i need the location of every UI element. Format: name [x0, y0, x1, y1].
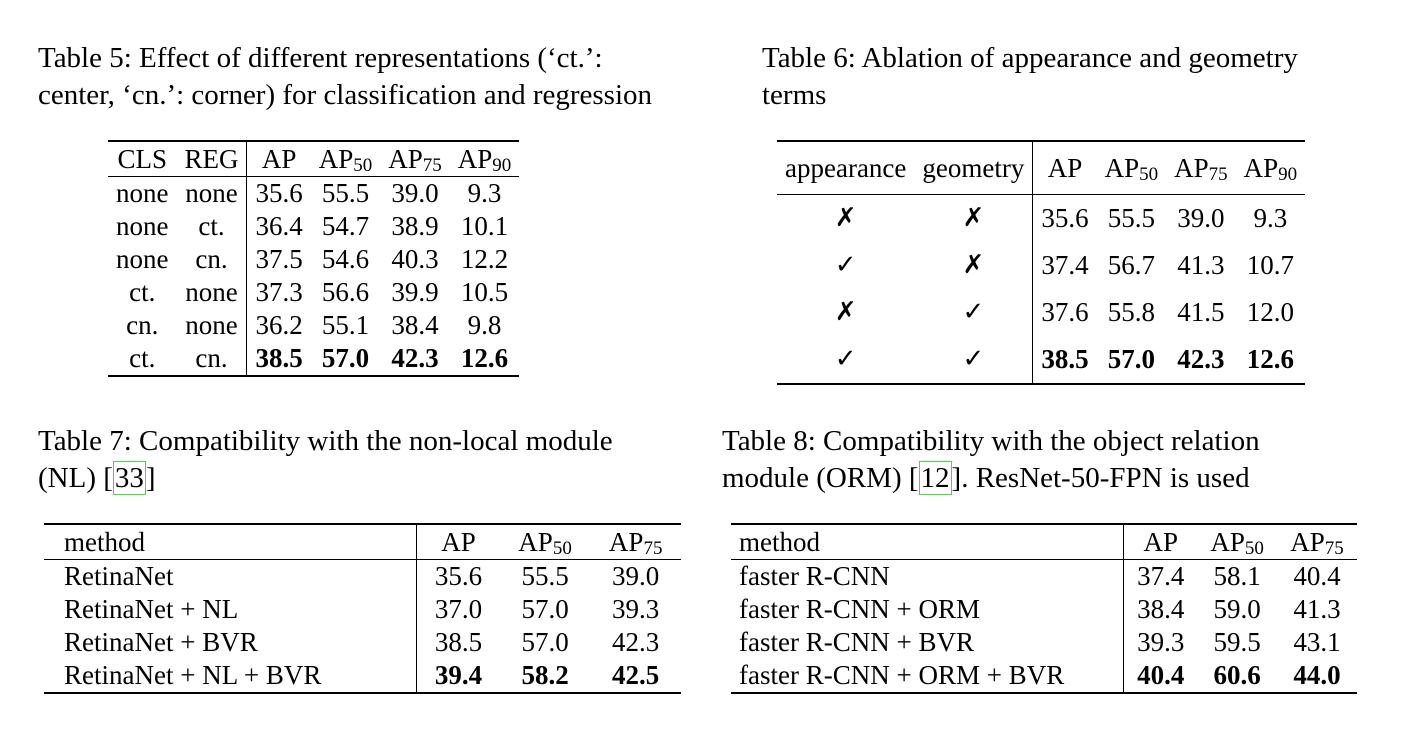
- table-row: [44, 626, 681, 659]
- table5-caption-line2: center, ‘cn.’: corner) for classification and regression: [38, 79, 652, 111]
- table8-cell: 38.4: [1137, 594, 1185, 624]
- table7-method-cell: RetinaNet + BVR: [44, 626, 417, 659]
- cross-icon: ✗: [834, 297, 857, 327]
- table7-cell: 55.5: [521, 561, 569, 591]
- table8-method-cell: faster R-CNN + ORM: [731, 593, 1124, 626]
- table5-cell: cn.: [126, 310, 159, 340]
- table5-header-ap: AP: [247, 141, 311, 177]
- table6-header-row: [777, 141, 1305, 195]
- table5-cell-best: 12.6: [460, 343, 509, 373]
- table5-cell: none: [116, 211, 169, 241]
- table-row: [44, 593, 681, 626]
- cross-icon: ✗: [834, 203, 857, 233]
- table8-cell: 58.1: [1213, 561, 1261, 591]
- table7-header-ap50: $AP_{50}$: [500, 524, 591, 560]
- table5-header-row: [108, 141, 519, 177]
- table7-caption-line1: Table 7: Compatibility with the non-local module: [38, 425, 613, 457]
- table8-cell: 59.0: [1213, 594, 1261, 624]
- table6-cell-best: 12.6: [1246, 344, 1295, 374]
- table7-header-ap75: $AP_{75}$: [590, 524, 681, 560]
- table5-cell: 39.0: [391, 178, 439, 208]
- table-row: [731, 626, 1357, 659]
- check-icon: ✓: [914, 289, 1032, 336]
- table5-cell: 38.9: [391, 211, 439, 241]
- table5-cell: 10.5: [460, 277, 509, 307]
- table5-cell: 9.3: [467, 178, 502, 208]
- table-row: [777, 195, 1305, 243]
- table-row: [777, 242, 1305, 289]
- table8-cell: 37.4: [1137, 561, 1185, 591]
- table7-method-cell: RetinaNet + NL + BVR: [44, 659, 417, 693]
- table5-cell: none: [176, 276, 247, 309]
- table-row: [108, 309, 519, 342]
- table5-cell: cn.: [176, 342, 247, 376]
- table6-cell: 10.7: [1246, 250, 1295, 280]
- table5-cell: 12.2: [460, 244, 509, 274]
- table8-header-method: method: [731, 524, 1124, 560]
- table7-cell: 38.5: [434, 627, 483, 657]
- table8-cell: 40.4: [1293, 561, 1341, 591]
- table5-cell: ct.: [176, 210, 247, 243]
- check-icon: ✓: [834, 250, 857, 280]
- table8-cell-best: 44.0: [1293, 660, 1341, 690]
- table6-cell: 55.8: [1107, 297, 1155, 327]
- table5-cell-best: 42.3: [391, 343, 439, 373]
- table6-caption-line1: Table 6: Ablation of appearance and geometry: [762, 42, 1298, 74]
- table5-cell: 37.3: [255, 277, 303, 307]
- table-row: [777, 336, 1305, 384]
- table6-cell: 56.7: [1107, 250, 1155, 280]
- table5-cell: 55.5: [321, 178, 370, 208]
- table5-cell: none: [176, 309, 247, 342]
- table5-header-ap50: $AP_{50}$: [311, 141, 381, 177]
- table5-cell: none: [176, 177, 247, 211]
- check-icon: ✓: [914, 336, 1032, 384]
- cross-icon: ✗: [914, 242, 1032, 289]
- table-row: [108, 210, 519, 243]
- table5-cell: 36.4: [255, 211, 303, 241]
- table7-cell: 37.0: [434, 594, 483, 624]
- table5-header-ap90: $AP_{90}$: [450, 141, 520, 177]
- table5-cell: 36.2: [255, 310, 303, 340]
- table8-method-cell: faster R-CNN + BVR: [731, 626, 1124, 659]
- table6-cell: 41.3: [1177, 250, 1225, 280]
- table5-cell: 9.8: [467, 310, 502, 340]
- table7-header-row: [44, 524, 681, 560]
- table8-cell: 43.1: [1293, 627, 1341, 657]
- table-row: [731, 560, 1357, 594]
- cross-icon: ✗: [914, 195, 1032, 243]
- table-row: [44, 659, 681, 693]
- table7-cell-best: 39.4: [434, 660, 483, 690]
- table8-cell: 41.3: [1293, 594, 1341, 624]
- table5-cell: 54.6: [321, 244, 370, 274]
- table7-caption: Table 7: Compatibility with the non-local module (NL) [33]: [38, 425, 613, 494]
- table5-cell: 40.3: [391, 244, 439, 274]
- table6-header-ap90: $AP_{90}$: [1236, 141, 1306, 195]
- table5-caption: [38, 40, 652, 114]
- table5-header-ap75: $AP_{75}$: [380, 141, 450, 177]
- citation-link[interactable]: 12: [920, 462, 950, 494]
- table5-cell-best: 57.0: [321, 343, 370, 373]
- table5-cell: cn.: [176, 243, 247, 276]
- table-row: [777, 289, 1305, 336]
- table-row: [44, 560, 681, 594]
- table7: [44, 523, 681, 694]
- table8-header-ap50: $AP_{50}$: [1197, 524, 1277, 560]
- table6-cell: 37.4: [1041, 250, 1089, 280]
- table7-cell: 57.0: [521, 627, 569, 657]
- table5-cell: 37.5: [255, 244, 303, 274]
- table5-cell: 56.6: [321, 277, 370, 307]
- table8: [731, 523, 1357, 694]
- table7-header-method: method: [44, 524, 417, 560]
- table7-cell: 39.0: [612, 561, 660, 591]
- table5-cell: ct.: [129, 277, 156, 307]
- citation-link[interactable]: 33: [114, 462, 144, 494]
- table7-cell-best: 42.5: [612, 660, 660, 690]
- table-row: [108, 342, 519, 376]
- table6-cell-best: 42.3: [1177, 344, 1225, 374]
- table6-header-ap75: $AP_{75}$: [1166, 141, 1236, 195]
- table6-cell: 55.5: [1107, 203, 1155, 233]
- table-row: [108, 276, 519, 309]
- table5-cell: ct.: [129, 343, 156, 373]
- table5: [108, 140, 519, 377]
- table6-cell: 35.6: [1041, 203, 1089, 233]
- table6-header-ap50: $AP_{50}$: [1097, 141, 1167, 195]
- table7-cell: 57.0: [521, 594, 569, 624]
- table7-method-cell: RetinaNet: [44, 560, 417, 594]
- table6-cell: 37.6: [1041, 297, 1089, 327]
- table8-cell: 39.3: [1137, 627, 1185, 657]
- table5-caption-line1: Table 5: Effect of different representations (‘ct.’:: [38, 42, 603, 74]
- table8-cell-best: 60.6: [1213, 660, 1261, 690]
- table-row: [108, 177, 519, 211]
- table-row: [731, 659, 1357, 693]
- table5-cell: 54.7: [321, 211, 370, 241]
- table5-cell: 39.9: [391, 277, 439, 307]
- table6-header-appearance: appearance: [777, 141, 914, 195]
- table-row: [108, 243, 519, 276]
- check-icon: ✓: [834, 344, 857, 374]
- table7-method-cell: RetinaNet + NL: [44, 593, 417, 626]
- table7-cell-best: 58.2: [521, 660, 569, 690]
- table6-cell-best: 38.5: [1041, 344, 1089, 374]
- table6-cell-best: 57.0: [1107, 344, 1155, 374]
- table-row: [731, 593, 1357, 626]
- table6: [777, 140, 1305, 385]
- table7-cell: 35.6: [434, 561, 483, 591]
- table6-cell: 12.0: [1246, 297, 1295, 327]
- table7-header-ap: AP: [417, 524, 500, 560]
- table5-header-cls: CLS: [108, 141, 176, 177]
- table6-cell: 41.5: [1177, 297, 1225, 327]
- table5-cell: none: [116, 244, 169, 274]
- table5-cell: 38.4: [391, 310, 439, 340]
- table6-caption: [762, 40, 1298, 114]
- table5-cell: none: [116, 178, 169, 208]
- table6-header-geometry: geometry: [914, 141, 1032, 195]
- table8-caption: Table 8: Compatibility with the object relation module (ORM) [12]. ResNet-50-FPN is used: [722, 425, 1260, 494]
- table6-cell: 9.3: [1253, 203, 1288, 233]
- table8-cell: 59.5: [1213, 627, 1261, 657]
- table8-header-row: [731, 524, 1357, 560]
- table5-cell: 55.1: [321, 310, 370, 340]
- table8-method-cell: faster R-CNN + ORM + BVR: [731, 659, 1124, 693]
- table8-header-ap: AP: [1124, 524, 1197, 560]
- table5-cell: 10.1: [460, 211, 509, 241]
- table8-cell-best: 40.4: [1137, 660, 1185, 690]
- table8-caption-line1: Table 8: Compatibility with the object relation: [722, 425, 1260, 457]
- table5-cell: 35.6: [255, 178, 303, 208]
- table6-header-ap: AP: [1033, 141, 1097, 195]
- table5-cell-best: 38.5: [255, 343, 303, 373]
- table8-method-cell: faster R-CNN: [731, 560, 1124, 594]
- table8-header-ap75: $AP_{75}$: [1277, 524, 1357, 560]
- table6-cell: 39.0: [1177, 203, 1225, 233]
- table6-caption-line2: terms: [762, 79, 827, 111]
- table7-cell: 42.3: [612, 627, 660, 657]
- table7-cell: 39.3: [612, 594, 660, 624]
- table5-header-reg: REG: [176, 141, 247, 177]
